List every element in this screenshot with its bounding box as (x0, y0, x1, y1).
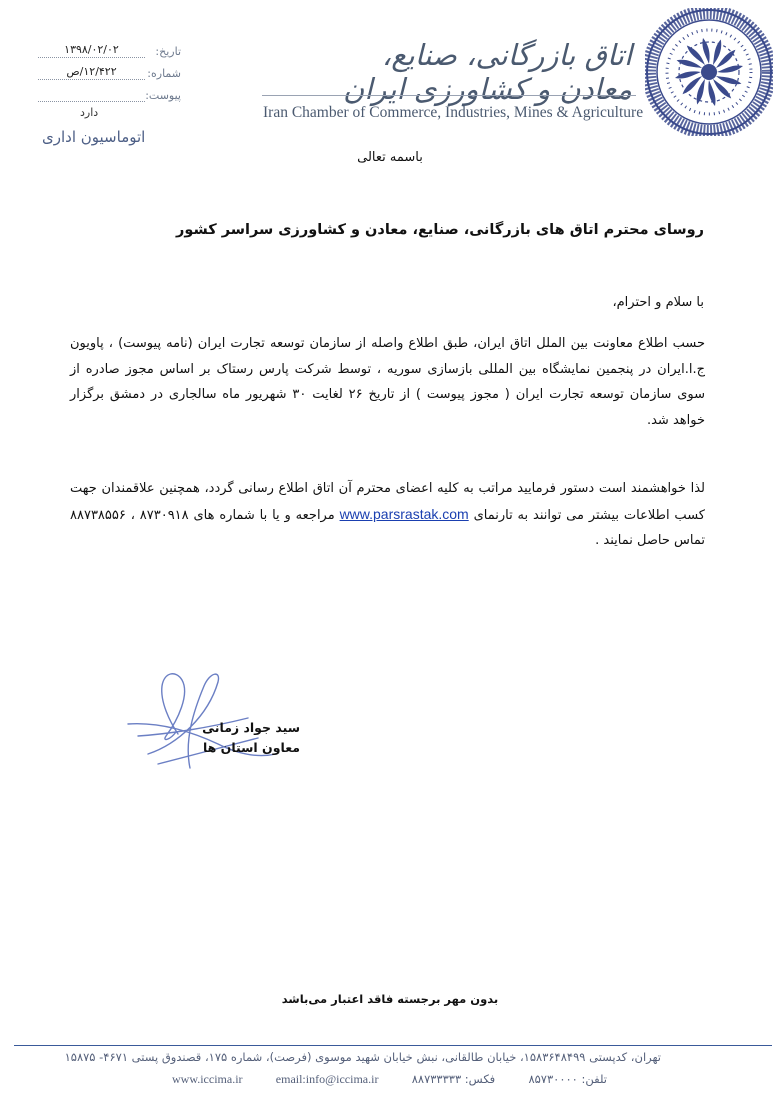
footer-contact (172, 1072, 607, 1087)
footer-email[interactable]: email:info@iccima.ir (275, 1072, 379, 1086)
footer-phone: تلفن: ۸۵۷۳۰۰۰۰ (528, 1072, 607, 1086)
letter-meta (36, 36, 181, 102)
department-stamp: اتوماسیون اداری (42, 128, 146, 146)
greeting: با سلام و احترام، (612, 295, 704, 310)
paragraph-2-part-2: مراجعه و یا با شماره های ۸۷۳۰۹۱۸ ، ۸۸۷۳۸۵۵۶ تماس حاصل نمایند . (70, 507, 705, 548)
footer-website[interactable]: www.iccima.ir (172, 1072, 243, 1086)
recipient-line: روسای محترم اتاق های بازرگانی، صنایع، معادن و کشاورزی سراسر کشور (176, 222, 704, 238)
footer-address: تهران، کدپستی ۱۵۸۳۶۴۸۴۹۹، خیابان طالقانی، نبش خیابان شهید موسوی (فرصت)، شماره ۱۷۵، قصندوق پستی ۴۶۷۱- ۱۵۸۷۵ (64, 1050, 661, 1064)
signer-title: معاون استان ها (202, 740, 300, 755)
paragraph-2 (70, 476, 705, 554)
invocation: باسمه تعالی (357, 150, 423, 165)
signer-block (160, 718, 300, 758)
attachment-status: دارد (80, 106, 99, 119)
footer-divider (14, 1045, 772, 1046)
number-value: ۱۲/۴۲۲/ص (38, 65, 145, 80)
date-label: تاریخ: (155, 45, 181, 58)
stamp-validity-notice: بدون مهر برجسته فاقد اعتبار می‌باشد (281, 992, 499, 1006)
date-value: ۱۳۹۸/۰۲/۰۲ (38, 43, 145, 58)
footer-fax: فکس: ۸۸۷۳۳۳۳۳ (411, 1072, 496, 1086)
paragraph-1: حسب اطلاع معاونت بین الملل اتاق ایران، طبق اطلاع واصله از سازمان توسعه تجارت ایران (نامه پیوست) ، پاویون ج.ا.ایران در پنجمین نمایشگاه بین المللی بازسازی سوریه ، توسط شرکت پارس رستاک بر اساس مجوز صادره از سوی سازمان توسعه تجارت ایران ( مجوز پیوست ) از تاریخ ۲۶ لغایت ۳۰ شهریور ماه سالجاری در دمشق برگزار خواهد شد. (70, 336, 705, 428)
attachment-row (36, 80, 181, 102)
chamber-logo (645, 8, 773, 136)
signer-name: سید جواد زمانی (202, 720, 300, 735)
website-link[interactable]: www.parsrastak.com (339, 505, 469, 522)
org-name-english: Iran Chamber of Commerce, Industries, Mines & Agriculture (263, 104, 644, 121)
date-row (36, 36, 181, 58)
org-name-persian: اتاق بازرگانی، صنایع، معادن و کشاورزی ایران (343, 38, 632, 106)
attachment-label: پیوست: (145, 89, 181, 102)
number-label: شماره: (147, 67, 181, 80)
header-divider (262, 95, 636, 96)
paragraph-2-part-1: لذا خواهشمند است دستور فرمایید مراتب به کلیه اعضای محترم آن اتاق اطلاع رسانی گردد، همچنین علاقمندان جهت کسب اطلاعات بیشتر می توانند به تارنمای (70, 481, 705, 523)
number-row (36, 58, 181, 80)
attachment-value (38, 87, 145, 102)
